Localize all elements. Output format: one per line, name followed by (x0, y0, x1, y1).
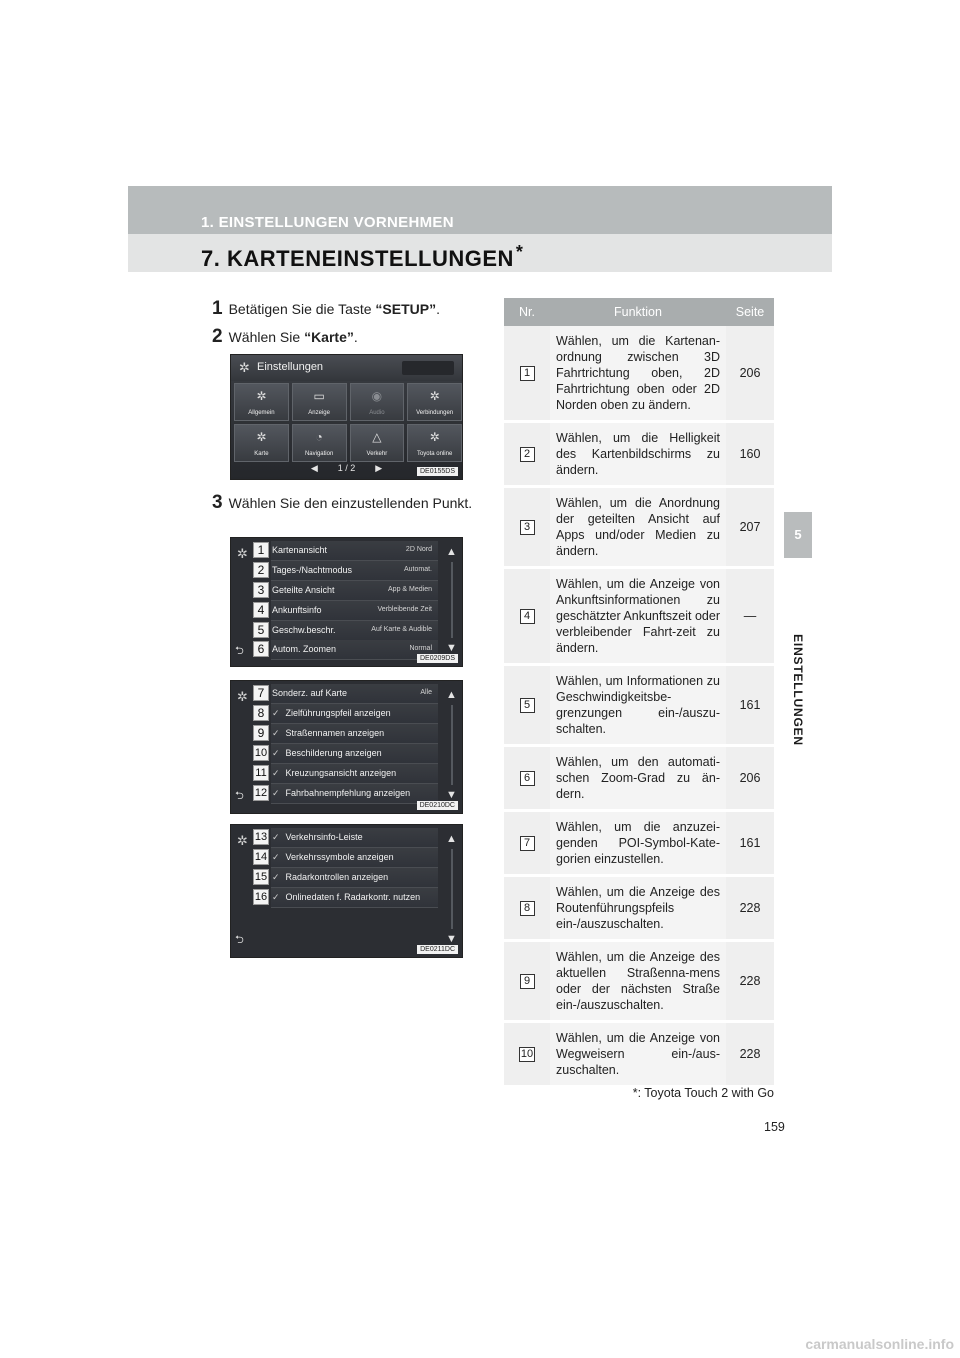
chapter-title-bar (128, 234, 832, 272)
list-item[interactable]: ✓ Straßennamen anzeigen (271, 724, 438, 744)
page-indicator: 1 / 2 (337, 463, 356, 473)
list-item[interactable]: ✓ Onlinedaten f. Radarkontr. nutzen (271, 888, 438, 908)
callout-badge: 3 (253, 582, 269, 598)
settings-screen (230, 354, 463, 480)
check-icon[interactable]: ✓ (272, 728, 280, 738)
menu-tile-anzeige[interactable]: ▭ Anzeige (292, 383, 347, 421)
section-title: 1. EINSTELLUNGEN VORNEHMEN (201, 214, 454, 231)
callout-badge: 14 (254, 851, 268, 863)
table-row: 2 Wählen, um die Helligkeit des Kartenbildschirms zu ändern. 160 (504, 422, 774, 487)
list-item[interactable]: ✓ Radarkontrollen anzeigen (271, 868, 438, 888)
traffic-icon: △ (372, 430, 382, 444)
map-gear-icon: ✲ (256, 430, 267, 444)
callout-badge: 16 (254, 891, 268, 903)
callout-badge: 4 (253, 602, 269, 618)
number-box: 3 (520, 520, 535, 535)
number-box: 8 (520, 901, 535, 916)
step-1: 1 Betätigen Sie die Taste “SETUP”. (212, 298, 440, 319)
navigation-icon: ◔ (315, 430, 323, 444)
menu-tile-allgemein[interactable]: ✲ Allgemein (234, 383, 289, 421)
table-row: 3 Wählen, um die Anordnung der geteilten Ansicht auf Apps und/oder Medien zu ändern. 207 (504, 487, 774, 568)
online-icon: ✲ (429, 430, 440, 444)
callout-badge: 1 (253, 542, 269, 558)
settings-title: Einstellungen (257, 361, 324, 373)
karte-key: “Karte” (304, 329, 354, 345)
title-asterisk: * (515, 242, 524, 262)
menu-tile-karte[interactable]: ✲ Karte (234, 424, 289, 462)
table-row: 1 Wählen, um die Kartenan-ordnung zwischen 3D Fahrtrichtung oben, 2D Fahrtrichtung oben oder 2D Norden oben zu ändern. 206 (504, 326, 774, 422)
header-funktion: Funktion (550, 298, 726, 326)
gear-icon: ✲ (237, 546, 248, 561)
number-box: 7 (520, 836, 535, 851)
gear-icon: ✲ (256, 389, 267, 403)
check-icon[interactable]: ✓ (272, 708, 280, 718)
footnote: *: Toyota Touch 2 with Go (632, 1086, 774, 1100)
prev-page-icon[interactable]: ◀ (310, 463, 318, 473)
callout-badge: 11 (253, 765, 269, 781)
scroll-down-icon[interactable]: ▼ (446, 933, 457, 945)
scroll-down-icon[interactable]: ▼ (446, 789, 457, 801)
list-item[interactable]: Kartenansicht 2D Nord (271, 541, 438, 561)
connection-icon: ✲ (429, 389, 440, 403)
check-icon[interactable]: ✓ (272, 788, 280, 798)
scroll-up-icon[interactable]: ▲ (446, 689, 457, 701)
list-item[interactable]: Ankunftsinfo Verbleibende Zeit (271, 601, 438, 621)
number-box: 1 (520, 366, 535, 381)
number-box: 2 (520, 447, 535, 462)
step-number: 2 (212, 326, 223, 347)
back-icon[interactable]: ⮌ (235, 790, 244, 802)
callout-badge: 9 (253, 725, 269, 741)
scroll-down-icon[interactable]: ▼ (446, 642, 457, 654)
list-item[interactable]: Geteilte Ansicht App & Medien (271, 581, 438, 601)
step-number: 3 (212, 492, 223, 513)
gear-icon: ✲ (237, 689, 248, 704)
chapter-side-label: EINSTELLUNGEN (791, 634, 805, 746)
scroll-track (451, 849, 453, 929)
header-nr: Nr. (504, 298, 550, 326)
number-box: 5 (520, 698, 535, 713)
next-page-icon[interactable]: ▶ (375, 463, 383, 473)
check-icon[interactable]: ✓ (272, 892, 280, 902)
table-row: 9 Wählen, um die Anzeige des aktuellen Straßenna-mens oder der nächsten Straße ein-/auszuschalten. 228 (504, 941, 774, 1022)
scroll-up-icon[interactable]: ▲ (446, 833, 457, 845)
list-item[interactable]: Geschw.beschr. Auf Karte & Audible (271, 621, 438, 641)
number-box: 6 (520, 771, 535, 786)
callout-badge: 12 (254, 787, 268, 799)
back-icon[interactable]: ⮌ (235, 934, 244, 946)
table-row: 5 Wählen, um Informationen zu Geschwindigkeitsbe-grenzungen ein-/auszu-schalten. 161 (504, 665, 774, 746)
check-icon[interactable]: ✓ (272, 832, 280, 842)
list-item[interactable]: ✓ Verkehrsinfo-Leiste (271, 828, 438, 848)
image-code: DE0155DS (417, 467, 458, 476)
header-seite: Seite (726, 298, 774, 326)
chapter-tab (784, 512, 812, 558)
check-icon[interactable]: ✓ (272, 768, 280, 778)
image-code: DE0211DC (417, 945, 458, 954)
back-icon[interactable]: ⮌ (235, 645, 244, 657)
menu-tile-toyota-online[interactable]: ✲ Toyota online (407, 424, 462, 462)
step-2: 2 Wählen Sie “Karte”. (212, 326, 358, 347)
check-icon[interactable]: ✓ (272, 852, 280, 862)
table-row: 8 Wählen, um die Anzeige des Routenführungspfeils ein-/auszuschalten. 228 (504, 876, 774, 941)
callout-badge: 5 (253, 622, 269, 638)
menu-tile-audio[interactable]: ◉ Audio (350, 383, 405, 421)
list-item[interactable]: ✓ Kreuzungsansicht anzeigen (271, 764, 438, 784)
scrollbar[interactable] (446, 689, 458, 801)
table-row: 10 Wählen, um die Anzeige von Wegweisern ein-/aus-zuschalten. 228 (504, 1022, 774, 1087)
status-indicator-icon (402, 361, 454, 375)
scroll-up-icon[interactable]: ▲ (446, 546, 457, 558)
gear-icon: ✲ (239, 360, 250, 375)
setup-key: “SETUP” (375, 301, 437, 317)
image-code: DE0210DC (417, 801, 458, 810)
table-header-row (504, 298, 774, 326)
number-box: 9 (520, 974, 535, 989)
check-icon[interactable]: ✓ (272, 872, 280, 882)
display-icon: ▭ (313, 389, 325, 403)
menu-tile-verkehr[interactable]: △ Verkehr (350, 424, 405, 462)
map-settings-screen-3 (230, 824, 463, 958)
image-code: DE0209DS (417, 654, 458, 663)
page-title: 7. KARTENEINSTELLUNGEN * (201, 242, 524, 271)
list-item[interactable]: ✓ Verkehrssymbole anzeigen (271, 848, 438, 868)
callout-badge: 15 (254, 871, 268, 883)
watermark: carmanualsonline.info (805, 1336, 954, 1352)
list-item[interactable]: Sonderz. auf Karte Alle (271, 684, 438, 704)
function-table (504, 298, 774, 1088)
callout-badge: 10 (254, 747, 268, 759)
callout-badge: 6 (253, 641, 269, 657)
scroll-track (451, 705, 453, 785)
table-row: 6 Wählen, um den automati-schen Zoom-Grad zu än-dern. 206 (504, 746, 774, 811)
callout-badge: 2 (253, 562, 269, 578)
audio-icon: ◉ (371, 389, 383, 403)
menu-tile-navigation[interactable]: ◔ Navigation (292, 424, 347, 462)
menu-tile-verbindungen[interactable]: ✲ Verbindungen (407, 383, 462, 421)
section-header-band (128, 186, 832, 234)
settings-menu-grid (234, 383, 462, 462)
table-row: 4 Wählen, um die Anzeige von Ankunftsinformationen zu geschätzter Ankunftszeit oder verbleibender Fahrt-zeit zu ändern. — (504, 568, 774, 665)
callout-badge: 13 (254, 831, 268, 843)
scroll-track (451, 562, 453, 638)
settings-top-bar (231, 355, 462, 381)
list-item[interactable]: ✓ Zielführungspfeil anzeigen (271, 704, 438, 724)
map-settings-screen-1 (230, 537, 463, 667)
page-number: 159 (764, 1120, 785, 1134)
list-item[interactable]: Autom. Zoomen Normal (271, 640, 438, 660)
table-row: 7 Wählen, um die anzuzei-genden POI-Symbol-Kate-gorien einzustellen. 161 (504, 811, 774, 876)
callout-badge: 8 (253, 705, 269, 721)
map-settings-screen-2 (230, 680, 463, 814)
number-box: 4 (520, 609, 535, 624)
number-box: 10 (520, 1048, 534, 1060)
scrollbar[interactable] (446, 546, 458, 654)
step-3: 3 Wählen Sie den einzustellenden Punkt. (212, 492, 473, 513)
list-item[interactable]: Tages-/Nachtmodus Automat. (271, 561, 438, 581)
step-number: 1 (212, 298, 223, 319)
list-item[interactable]: ✓ Fahrbahnempfehlung anzeigen (271, 784, 438, 804)
list-item[interactable]: ✓ Beschilderung anzeigen (271, 744, 438, 764)
scrollbar[interactable] (446, 833, 458, 945)
callout-badge: 7 (253, 685, 269, 701)
gear-icon: ✲ (237, 833, 248, 848)
check-icon[interactable]: ✓ (272, 748, 280, 758)
chapter-tab-number: 5 (794, 527, 802, 542)
